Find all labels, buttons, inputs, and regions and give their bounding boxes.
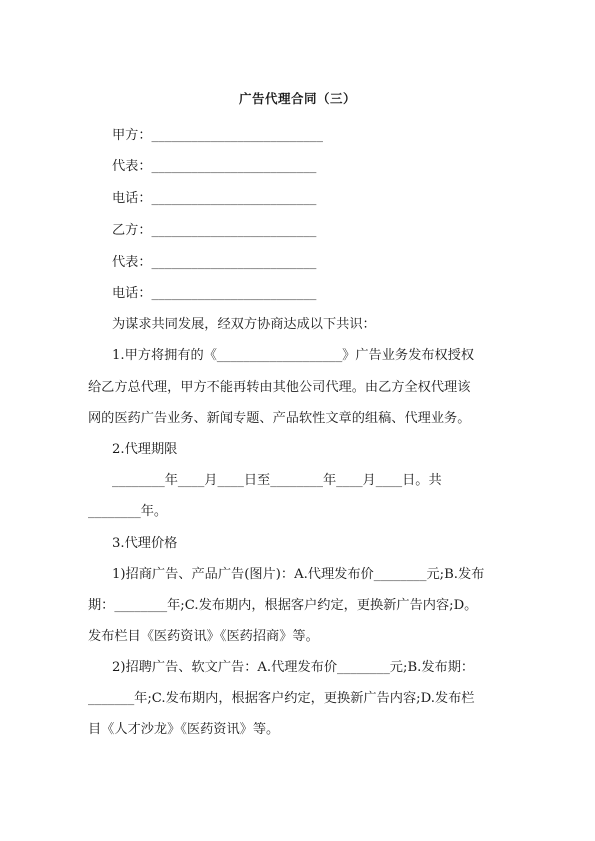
clause-3-item-1-line-3: 发布栏目《医药资讯》《医药招商》等。 (88, 629, 319, 644)
party-a-line: 甲方：__________________________ (112, 128, 323, 143)
clause-2-heading: 2.代理期限 (112, 442, 178, 457)
clause-1-line-2: 给乙方总代理，甲方不能再转由其他公司代理。由乙方全权代理该 (88, 380, 471, 395)
clause-2-line-2: ________年。 (88, 504, 168, 519)
clause-3-item-2-line-3: 目《人才沙龙》《医药资讯》等。 (88, 722, 280, 737)
document-title: 广告代理合同（三） (238, 91, 356, 106)
phone-b-line: 电话：_________________________ (112, 286, 317, 301)
clause-3-heading: 3.代理价格 (112, 536, 178, 551)
party-b-line: 乙方：_________________________ (112, 223, 317, 238)
intro-paragraph: 为谋求共同发展，经双方协商达成以下共识： (112, 317, 376, 332)
representative-b-line: 代表：_________________________ (112, 255, 317, 270)
clause-2-line-1: ________年____月____日至________年____月____日。共 (112, 473, 442, 488)
clause-3-item-1-line-2: 期：________年;C.发布期内，根据客户约定，更换新广告内容;D。 (88, 598, 478, 613)
clause-1-line-1: 1.甲方将拥有的《___________________》广告业务发布权授权 (112, 348, 475, 363)
clause-3-item-2-line-2: _______年;C.发布期内，根据客户约定，更换新广告内容;D.发布栏 (88, 691, 475, 706)
clause-3-item-2-line-1: 2)招聘广告、软文广告：A.代理发布价________元;B.发布期： (112, 660, 475, 675)
phone-a-line: 电话：_________________________ (112, 191, 317, 206)
representative-a-line: 代表：_________________________ (112, 159, 317, 174)
clause-1-line-3: 网的医药广告业务、新闻专题、产品软性文章的组稿、代理业务。 (88, 411, 471, 426)
clause-3-item-1-line-1: 1)招商广告、产品广告(图片)：A.代理发布价________元;B.发布 (112, 567, 485, 582)
